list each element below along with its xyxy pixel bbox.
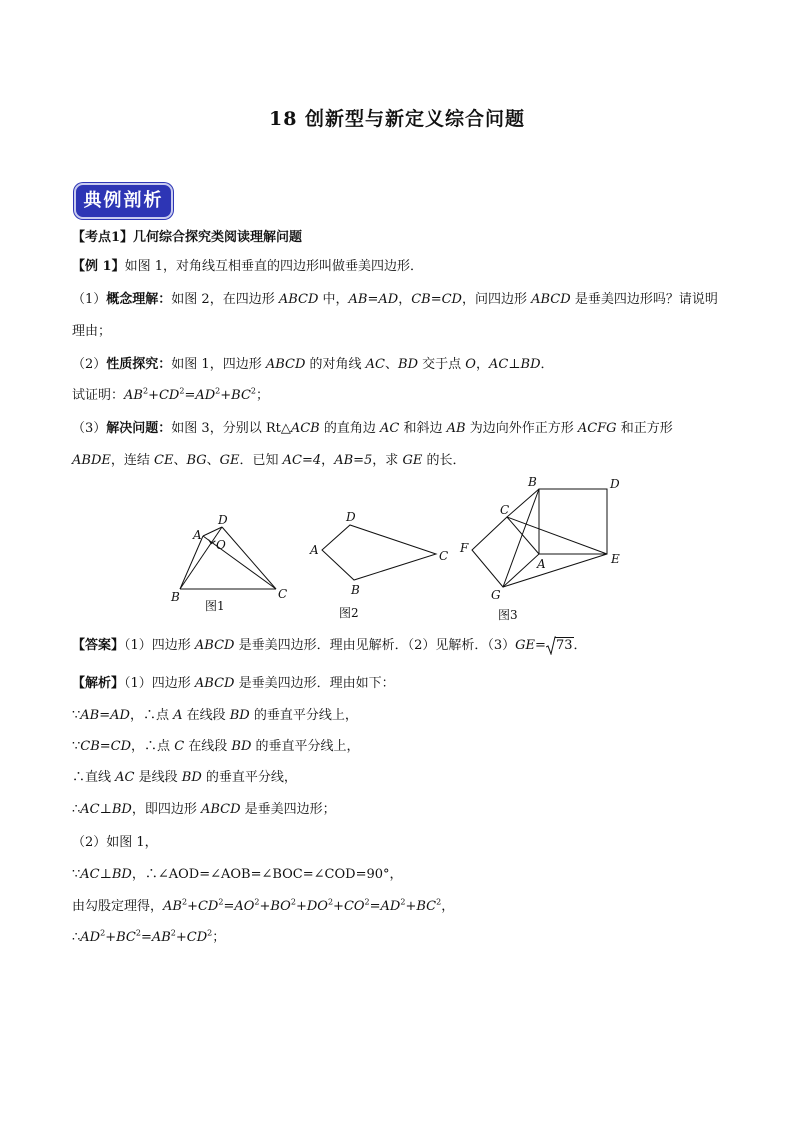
- fig3-label-B: B: [528, 475, 537, 489]
- fig3-label-G: G: [491, 588, 501, 602]
- sqrt-73: 73: [546, 637, 574, 655]
- question-1-line2: 理由；: [72, 324, 112, 339]
- analysis-line-2: ∵AB=AD，∴点 A 在线段 BD 的垂直平分线上，: [72, 708, 358, 723]
- fig1-label-C: C: [278, 587, 288, 601]
- analysis-line-6: （2）如图 1，: [72, 835, 158, 850]
- fig2-label-C: C: [439, 549, 449, 563]
- fig3-label-E: E: [611, 552, 620, 566]
- question-3: （3）解决问题：如图 3，分别以 Rt△ACB 的直角边 AC 和斜边 AB 为边向外作正方形 ACFG 和正方形: [72, 421, 673, 436]
- analysis-line-9: $\therefore AD^2+BC^2=AB^2+CD^2$；: [72, 928, 226, 945]
- fig1-label-A: A: [193, 528, 202, 542]
- fig2-label-D: D: [346, 510, 356, 524]
- fig1-label-B: B: [171, 590, 180, 604]
- fig3-label-A: A: [537, 557, 546, 571]
- question-1: （1）概念理解：如图 2，在四边形 ABCD 中，AB=AD，CB=CD，问四边形 ABCD 是垂美四边形吗？请说明: [72, 292, 718, 307]
- fig2-label-B: B: [351, 583, 360, 597]
- analysis-line-7: ∵AC⊥BD，∴∠AOD=∠AOB=∠BOC=∠COD=90°，: [72, 867, 403, 882]
- analysis-line-8: 由勾股定理得，$AB^2+CD^2=AO^2+BO^2+DO^2+CO^2=AD^2+BC^2$，: [72, 897, 455, 914]
- fig3-label-D: D: [610, 477, 620, 491]
- fig1-label-D: D: [218, 513, 228, 527]
- analysis-line-4: ∴直线 AC 是线段 BD 的垂直平分线，: [72, 770, 297, 785]
- figure-2: [322, 525, 436, 580]
- fig1-label-O: O: [216, 538, 226, 552]
- analysis-line-5: ∴AC⊥BD，即四边形 ABCD 是垂美四边形；: [72, 802, 336, 817]
- answer-line: 【答案】（1）四边形 ABCD 是垂美四边形．理由见解析．（2）见解析．（3）GE= 73．: [72, 638, 587, 653]
- kaodian-heading: 【考点1】几何综合探究类阅读理解问题: [72, 230, 303, 245]
- analysis-line-1: 【解析】（1）四边形 ABCD 是垂美四边形．理由如下：: [72, 676, 395, 691]
- question-3-line2: ABDE，连结 CE、BG、GE．已知 AC=4，AB=5，求 GE 的长．: [72, 453, 466, 468]
- fig3-label-C: C: [500, 503, 510, 517]
- fig2-label-A: A: [310, 543, 319, 557]
- fig2-caption: 图2: [339, 606, 359, 620]
- section-badge: 典例剖析: [74, 183, 173, 219]
- fig3-label-F: F: [460, 541, 469, 555]
- page-title: 18 创新型与新定义综合问题: [268, 108, 526, 130]
- proof-statement: 试证明：$AB^2+CD^2=AD^2+BC^2$；: [72, 386, 270, 403]
- fig3-caption: 图3: [498, 608, 518, 622]
- analysis-line-3: ∵CB=CD，∴点 C 在线段 BD 的垂直平分线上，: [72, 739, 360, 754]
- example-intro: 【例 1】如图 1，对角线互相垂直的四边形叫做垂美四边形．: [72, 259, 423, 274]
- figure-2-labels: [309, 510, 448, 597]
- fig1-caption: 图1: [205, 599, 225, 613]
- question-2: （2）性质探究：如图 1，四边形 ABCD 的对角线 AC、BD 交于点 O，AC⊥BD．: [72, 357, 554, 372]
- figure-1-labels: [170, 513, 287, 604]
- figures: [0, 470, 794, 630]
- figure-3: [472, 489, 607, 587]
